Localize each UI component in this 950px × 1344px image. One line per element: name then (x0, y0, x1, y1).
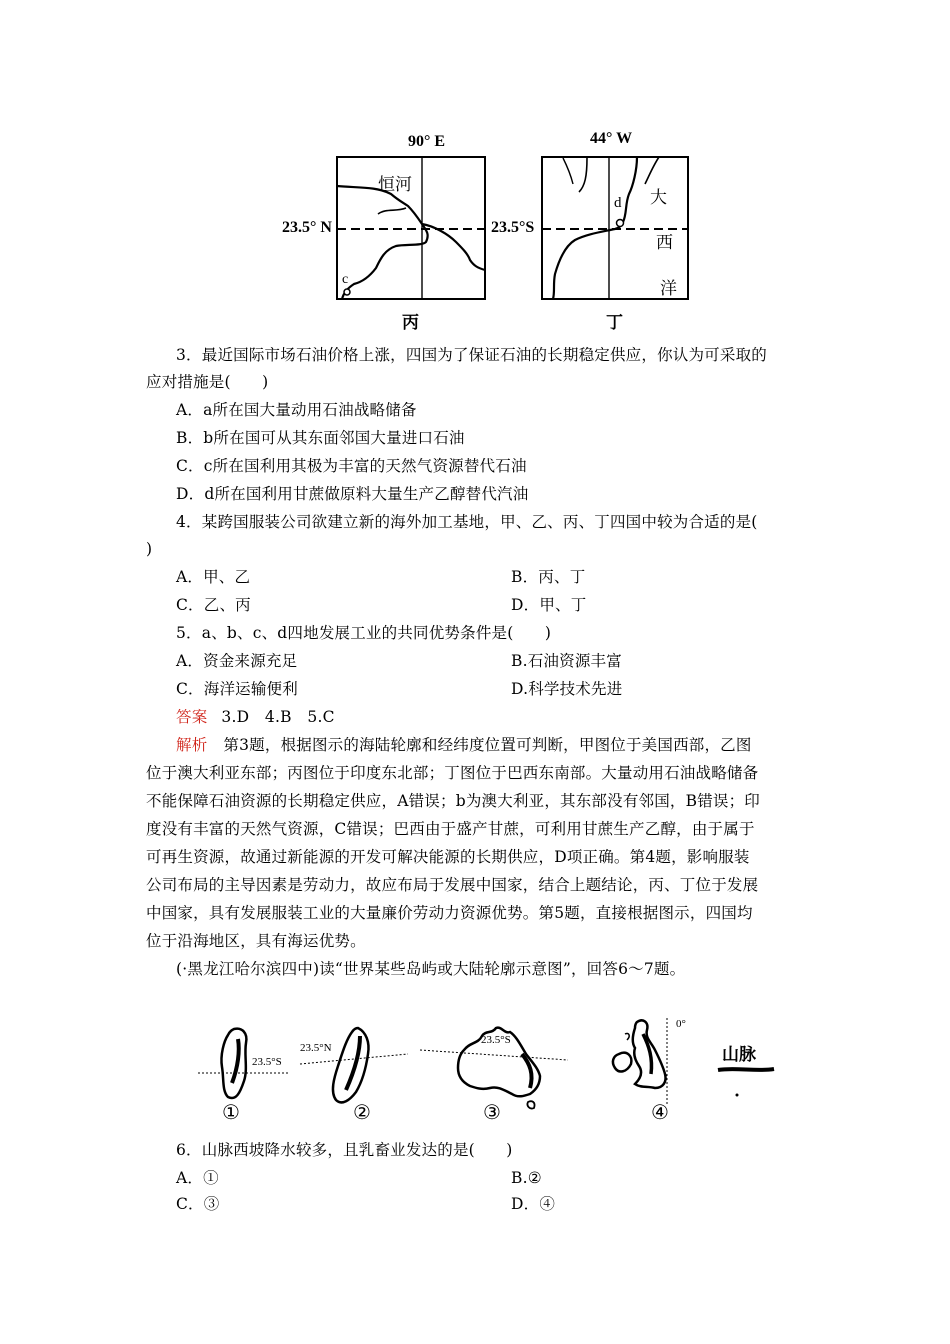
latitude-label-23n: 23.5° N (282, 219, 332, 236)
lat-label-1: 23.5°S (252, 1056, 282, 1068)
q3-stem-line2: 应对措施是( ) (146, 373, 269, 391)
analysis-line-5: 可再生资源，故通过新能源的开发可解决能源的长期供应，D项正确。第4题，影响服装 (146, 848, 750, 866)
analysis-line-1 (176, 735, 752, 755)
q5-option-b: B.石油资源丰富 (511, 652, 622, 670)
label-3: ③ (483, 1100, 501, 1124)
q6-option-b: B.② (511, 1169, 542, 1187)
q4-stem-line2: ) (146, 540, 153, 558)
q3-option-d: D．d所在国利用甘蔗做原料大量生产乙醇替代汽油 (176, 485, 529, 503)
longitude-label-90e: 90° E (408, 133, 446, 150)
legend-dot (734, 1092, 740, 1098)
analysis-line-6: 公司布局的主导因素是劳动力，故应布局于发展中国家，结合上题结论，丙、丁位于发展 (146, 876, 759, 894)
q6-option-d: D．④ (511, 1195, 556, 1213)
label-4: ④ (651, 1100, 669, 1124)
q5-option-d: D.科学技术先进 (511, 680, 623, 698)
q4-option-b: B．丙、丁 (511, 568, 586, 586)
q3-option-c: C．c所在国利用其极为丰富的天然气资源替代石油 (176, 457, 527, 475)
lat-label-2: 23.5°N (300, 1042, 332, 1054)
ocean-char-2: 西 (656, 233, 673, 253)
legend-label: 山脉 (722, 1045, 756, 1065)
analysis-line-2: 位于澳大利亚东部；丙图位于印度东北部；丁图位于巴西东南部。大量动用石油战略储备 (146, 764, 759, 782)
ganges-label: 恒河 (378, 175, 412, 195)
analysis-line-4: 度没有丰富的天然气资源，C错误；巴西由于盛产甘蔗，可利用甘蔗生产乙醇，由于属于 (146, 820, 755, 838)
analysis-label: 解析 (176, 736, 208, 754)
q6-option-a: A．① (176, 1169, 219, 1187)
legend-mountain-line (716, 1064, 776, 1076)
q4-stem-line1: 4．某跨国服装公司欲建立新的海外加工基地，甲、乙、丙、丁四国中较为合适的是( (176, 513, 758, 531)
q5-option-c: C．海洋运输便利 (176, 680, 298, 698)
answer-label: 答案 (176, 708, 208, 726)
lat-label-3: 23.5°S (481, 1034, 511, 1046)
analysis-text-1: 第3题，根据图示的海陆轮廓和经纬度位置可判断，甲图位于美国西部，乙图 (223, 736, 752, 754)
ocean-char-3: 洋 (660, 279, 677, 299)
answer-line (176, 707, 335, 727)
q4-option-a: A．甲、乙 (176, 568, 251, 586)
q4-option-c: C．乙、丙 (176, 596, 251, 614)
q3-stem-line1: 3．最近国际市场石油价格上涨，四国为了保证石油的长期稳定供应，你认为可采取的 (176, 346, 767, 364)
answer-text: 3.D 4.B 5.C (221, 708, 335, 726)
caption-ding: 丁 (606, 313, 623, 333)
q6-stem: 6．山脉西坡降水较多，且乳畜业发达的是( ) (176, 1141, 513, 1159)
q5-option-a: A．资金来源充足 (176, 652, 298, 670)
q4-option-d: D．甲、丁 (511, 596, 587, 614)
analysis-line-3: 不能保障石油资源的长期稳定供应，A错误；b为澳大利亚，其东部没有邻国，B错误；印 (146, 792, 761, 810)
point-c: c (342, 272, 349, 287)
q6-option-c: C．③ (176, 1195, 220, 1213)
latitude-label-23s: 23.5°S (491, 219, 535, 236)
analysis-line-8: 位于沿海地区，具有海运优势。 (146, 932, 366, 950)
longitude-label-44w: 44° W (590, 130, 633, 147)
point-d: d (614, 195, 622, 211)
q5-stem: 5．a、b、c、d四地发展工业的共同优势条件是( ) (176, 624, 552, 642)
q3-option-b: B．b所在国可从其东面邻国大量进口石油 (176, 429, 465, 447)
label-2: ② (353, 1100, 371, 1124)
q3-option-a: A．a所在国大量动用石油战略储备 (176, 401, 417, 419)
map-1-outline (198, 1025, 298, 1105)
caption-bing: 丙 (402, 313, 419, 333)
ocean-char-1: 大 (650, 188, 667, 208)
analysis-line-7: 中国家，具有发展服装工业的大量廉价劳动力资源优势。第5题，直接根据图示，四国均 (146, 904, 753, 922)
intro-6-7: (·黑龙江哈尔滨四中)读“世界某些岛屿或大陆轮廓示意图”，回答6～7题。 (176, 960, 686, 978)
lon-label-4: 0° (676, 1018, 686, 1030)
label-1: ① (222, 1100, 240, 1124)
